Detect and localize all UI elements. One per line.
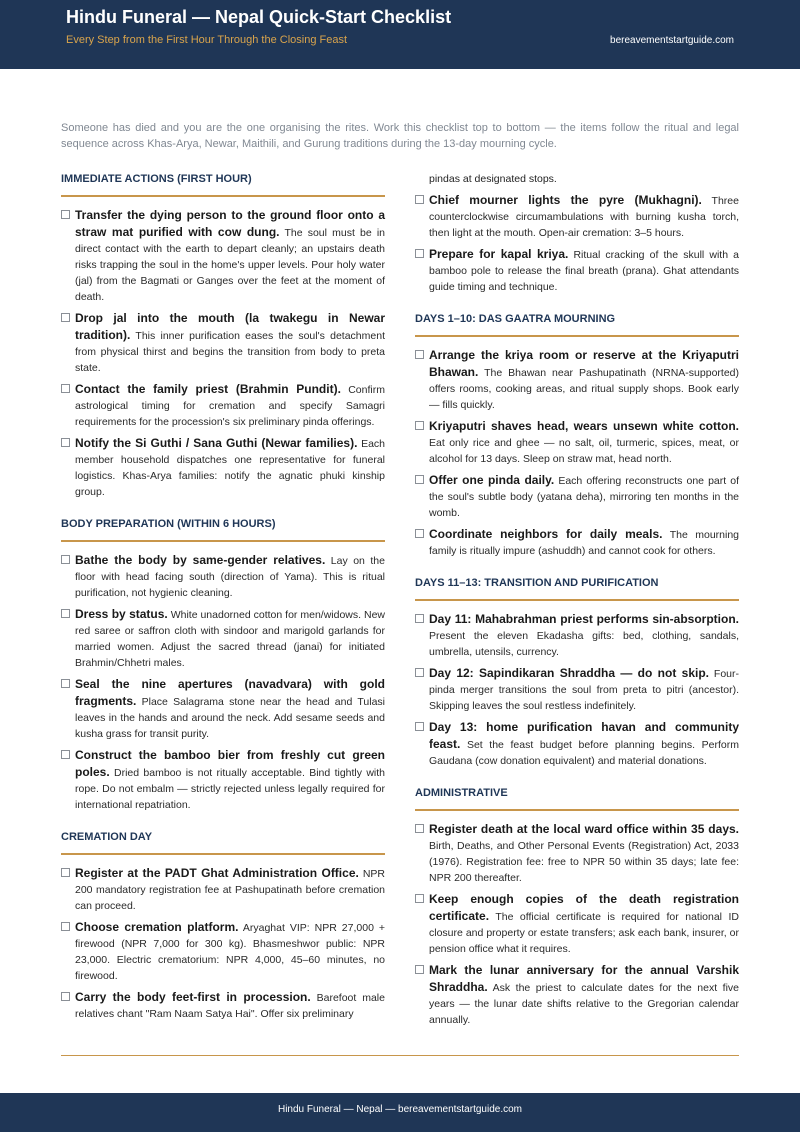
item-description: Barefoot male relatives chant "Ram Naam Satya Hai". Offer six preliminary xyxy=(75,992,385,1020)
checklist-item xyxy=(61,989,385,1022)
item-heading: Day 11: Mahabrahman priest performs sin-absorption. xyxy=(429,612,739,626)
item-heading: Dress by status. xyxy=(75,607,168,621)
item-description: The soul must be in direct contact with the earth to depart cleanly; an upstairs death risks trapping the soul in the home's upper levels. Pour holy water (jal) from the Bagmati or Ganges over the feet at the moment of death. xyxy=(75,227,386,303)
checkbox-icon[interactable] xyxy=(415,475,424,484)
checklist-item xyxy=(415,526,739,559)
checklist-item xyxy=(61,310,385,376)
item-heading: Seal the nine apertures (navadvara) with gold fragments. xyxy=(75,677,385,708)
item-heading: Carry the body feet-first in procession. xyxy=(75,990,311,1004)
page-footer xyxy=(0,1093,800,1132)
item-heading: Keep enough copies of the death registration certificate. xyxy=(429,892,739,923)
footer-text: Hindu Funeral — Nepal — bereavementstartguide.com xyxy=(277,1104,522,1115)
item-description: Each member household dispatches one representative for funeral logistics. Khas-Arya families: notify the agnatic phuki kinship group. xyxy=(75,438,386,498)
checklist-item xyxy=(61,747,385,813)
item-description: Eat only rice and ghee — no salt, oil, turmeric, spices, meat, or alcohol for 13 days. Sleep on straw mat, head north. xyxy=(429,437,739,465)
checkbox-icon[interactable] xyxy=(415,614,424,623)
checkbox-icon[interactable] xyxy=(415,965,424,974)
checkbox-icon[interactable] xyxy=(61,609,70,618)
section-title-body-prep: BODY PREPARATION (WITHIN 6 HOURS) xyxy=(61,516,385,542)
item-description: Ritual cracking of the skull with a bamboo pole to release the final breath (prana). Ghat attendants guide timing and technique. xyxy=(429,249,739,293)
item-heading: Offer one pinda daily. xyxy=(429,473,555,487)
checkbox-icon[interactable] xyxy=(415,350,424,359)
item-description: The official certificate is required for national ID closure and property or estate transfers; ask each bank, insurer, or pension office what it requires. xyxy=(429,911,739,955)
checklist-item xyxy=(415,192,739,241)
item-description: Set the feast budget before planning begins. Perform Gaudana (cow donation equivalent) and material donations. xyxy=(429,739,739,767)
item-heading: Chief mourner lights the pyre (Mukhagni). xyxy=(429,193,702,207)
item-heading: Notify the Si Guthi / Sana Guthi (Newar families). xyxy=(75,436,358,450)
item-description: Lay on the floor with head facing south (direction of Yama). This is ritual purification, not hygienic cleaning. xyxy=(75,555,385,599)
item-description: The mourning family is ritually impure (ashuddh) and cannot cook for others. xyxy=(429,529,740,557)
left-column xyxy=(61,171,385,1027)
item-description: Confirm astrological timing for cremation and specify Samagri requirements for the procession's six preliminary pinda offerings. xyxy=(75,384,385,428)
checkbox-icon[interactable] xyxy=(61,750,70,759)
checklist-item xyxy=(415,611,739,660)
checklist-item xyxy=(415,347,739,413)
checkbox-icon[interactable] xyxy=(415,722,424,731)
item-description: Three counterclockwise circumambulations with burning kusha torch, then light at the mouth. Open-air cremation: 3–5 hours. xyxy=(429,195,739,239)
checklist-item xyxy=(61,207,385,305)
continued-text: pindas at designated stops. xyxy=(429,173,557,185)
checklist-item xyxy=(61,919,385,984)
checklist-item xyxy=(61,381,385,430)
section-title-immediate: IMMEDIATE ACTIONS (FIRST HOUR) xyxy=(61,171,385,197)
item-description: Each offering reconstructs one part of the soul's subtle body (yatana deha), mirroring ten months in the womb. xyxy=(429,475,740,519)
checklist-item xyxy=(415,962,739,1028)
item-description: Four-pinda merger transitions the soul from preta to pitri (ancestor). Skipping leaves the soul restless indefinitely. xyxy=(429,668,739,712)
checkbox-icon[interactable] xyxy=(61,922,70,931)
intro-paragraph: Someone has died and you are the one organising the rites. Work this checklist top to bottom — the items follow the ritual and legal sequence across Khas-Arya, Newar, Maithili, and Gurung traditions during the 13-day mourning cycle. xyxy=(61,122,739,150)
checkbox-icon[interactable] xyxy=(61,210,70,219)
checklist-item xyxy=(61,435,385,500)
checklist-item xyxy=(61,676,385,742)
checkbox-icon[interactable] xyxy=(415,421,424,430)
checkbox-icon[interactable] xyxy=(415,195,424,204)
checkbox-icon[interactable] xyxy=(61,679,70,688)
checklist-item xyxy=(61,606,385,671)
checklist-item xyxy=(415,665,739,714)
item-description: This inner purification eases the soul's detachment from physical thirst and begins the transition from body to preta state. xyxy=(75,330,385,374)
item-description: Present the eleven Ekadasha gifts: bed, clothing, sandals, umbrella, utensils, currency. xyxy=(429,630,739,658)
checklist-item xyxy=(415,418,739,467)
item-description: Place Salagrama stone near the head and Tulasi leaves in the hands and around the neck. Add sesame seeds and kusha grass for transit purity. xyxy=(75,696,385,740)
item-heading: Construct the bamboo bier from freshly cut green poles. xyxy=(75,748,385,779)
checkbox-icon[interactable] xyxy=(61,868,70,877)
section-title-administrative: ADMINISTRATIVE xyxy=(415,785,739,811)
item-heading: Day 13: home purification havan and community feast. xyxy=(429,720,739,751)
item-heading: Mark the lunar anniversary for the annual Varshik Shraddha. xyxy=(429,963,739,994)
checklist-item xyxy=(415,246,739,295)
right-column xyxy=(415,171,739,1033)
item-heading: Register death at the local ward office within 35 days. xyxy=(429,822,739,836)
section-title-das-gaatra: DAYS 1–10: DAS GAATRA MOURNING xyxy=(415,311,739,337)
item-description: NPR 200 mandatory registration fee at Pashupatinath before cremation can proceed. xyxy=(75,868,385,912)
item-description: White unadorned cotton for men/widows. New red saree or saffron cloth with sindoor and marigold garlands for married women. Adjust the sacred thread (janai) for initiated Brahmin/Chhetri males. xyxy=(75,609,385,669)
item-description: Aryaghat VIP: NPR 27,000 + firewood (NPR 7,000 for 300 kg). Bhasmeshwor public: NPR 23,000. Electric crematorium: NPR 4,000, 45–60 minutes, no firewood. xyxy=(75,922,386,982)
item-heading: Choose cremation platform. xyxy=(75,920,239,934)
checkbox-icon[interactable] xyxy=(415,668,424,677)
item-heading: Arrange the kriya room or reserve at the Kriyaputri Bhawan. xyxy=(429,348,739,379)
checklist-item xyxy=(415,719,739,769)
item-heading: Day 12: Sapindikaran Shraddha — do not skip. xyxy=(429,666,709,680)
section-title-transition: DAYS 11–13: TRANSITION AND PURIFICATION xyxy=(415,575,739,601)
checklist-item xyxy=(61,865,385,914)
checkbox-icon[interactable] xyxy=(61,313,70,322)
item-heading: Register at the PADT Ghat Administration Office. xyxy=(75,866,359,880)
item-description: Dried bamboo is not ritually acceptable. Bind tightly with rope. Do not embalm — strictly rejected unless legally required for international repatriation. xyxy=(75,767,385,811)
item-heading: Drop jal into the mouth (la twakegu in Newar tradition). xyxy=(75,311,385,342)
item-description: Birth, Deaths, and Other Personal Events (Registration) Act, 2033 (1976). Registration fee: free to NPR 50 within 35 days; late fee: NPR 200 thereafter. xyxy=(429,840,739,884)
checkbox-icon[interactable] xyxy=(415,529,424,538)
item-heading: Prepare for kapal kriya. xyxy=(429,247,569,261)
checklist-item xyxy=(415,472,739,521)
section-title-cremation: CREMATION DAY xyxy=(61,829,385,855)
checklist-item xyxy=(415,821,739,886)
item-heading: Bathe the body by same-gender relatives. xyxy=(75,553,326,567)
item-description: Ask the priest to calculate dates for the next five years — the lunar date shifts relative to the Gregorian calendar annually. xyxy=(429,982,739,1026)
item-heading: Kriyaputri shaves head, wears unsewn white cotton. xyxy=(429,419,739,433)
item-heading: Coordinate neighbors for daily meals. xyxy=(429,527,663,541)
item-description: The Bhawan near Pashupatinath (NRNA-supported) offers rooms, cooking areas, and ritual supply shops. Book early — fills quickly. xyxy=(429,367,739,411)
checkbox-icon[interactable] xyxy=(61,384,70,393)
checklist-item xyxy=(61,552,385,601)
checkbox-icon[interactable] xyxy=(415,824,424,833)
item-heading: Contact the family priest (Brahmin Pundit). xyxy=(75,382,341,396)
footer-divider xyxy=(61,1055,739,1056)
site-url: bereavementstartguide.com xyxy=(610,35,734,46)
item-heading: Transfer the dying person to the ground floor onto a straw mat purified with cow dung. xyxy=(75,208,385,239)
checkbox-icon[interactable] xyxy=(415,894,424,903)
checkbox-icon[interactable] xyxy=(61,438,70,447)
checkbox-icon[interactable] xyxy=(415,249,424,258)
checkbox-icon[interactable] xyxy=(61,992,70,1001)
checkbox-icon[interactable] xyxy=(61,555,70,564)
page-header xyxy=(0,0,800,69)
page-subtitle: Every Step from the First Hour Through the Closing Feast xyxy=(66,34,348,46)
checklist-item xyxy=(415,891,739,957)
page-title: Hindu Funeral — Nepal Quick-Start Checklist xyxy=(66,7,452,27)
